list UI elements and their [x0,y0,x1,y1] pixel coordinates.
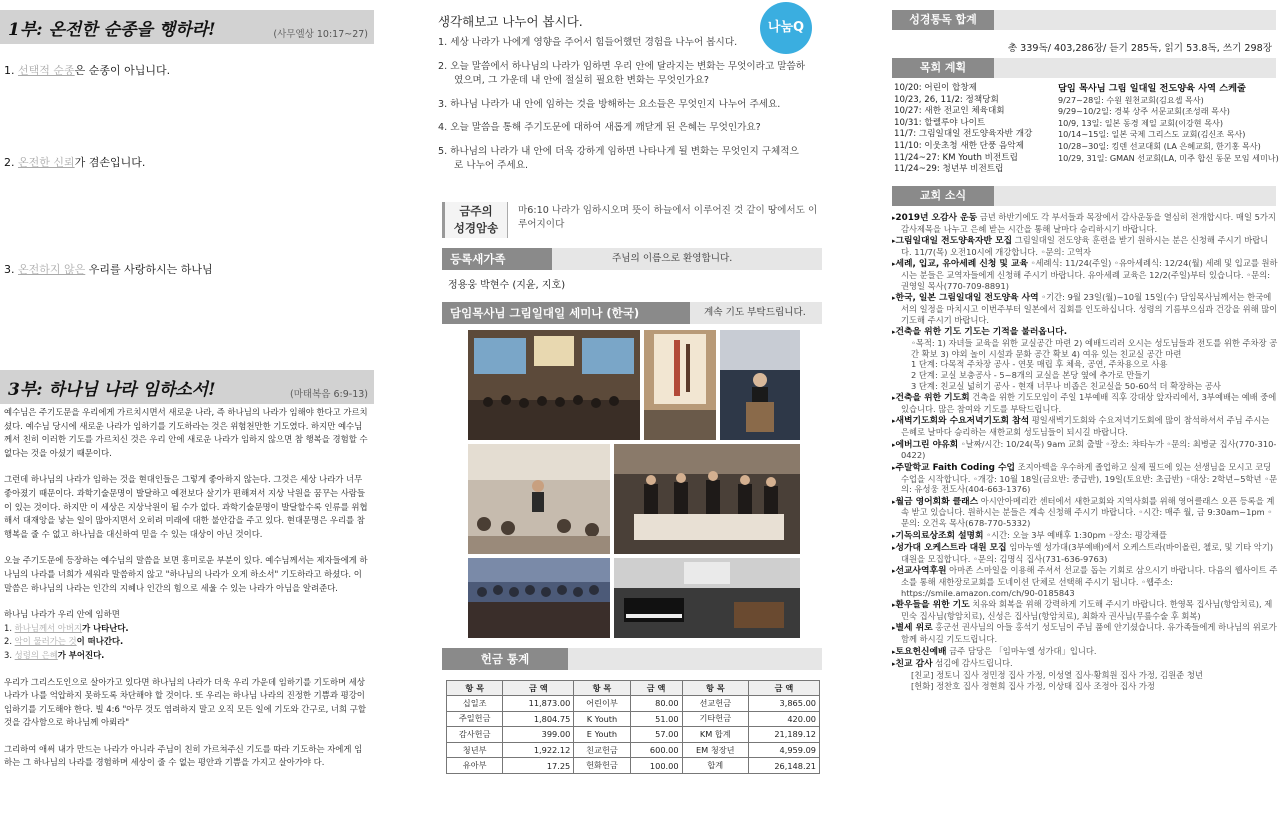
paragraph: 그리하여 애써 내가 만드는 나라가 아니라 주님이 친히 가르쳐주신 기도를 따라 기도하는 자에게 임하는 그 하나님의 나라를 경험하며 세상이 줄 수 없는 평안과 기쁨을 가지고 살아가야 다. [4,743,363,768]
section-title: 교회 소식 [892,186,994,206]
nanum-q-badge: 나눔Q [760,2,812,54]
news-item: ▸별세 위로 홍군선 권사님의 아들 홍석기 성도님이 주님 품에 안기셨습니다. 유가족들에게 하나님의 위로가 함께 하시길 기도드립니다. [892,622,1277,645]
news-item: ▸월금 영어회화 클래스 아시안아메리칸 센터에서 새한교회와 지역사회를 위해 영어클래스 오픈 등록을 계속 받고 있습니다. 원하시는 분들은 계속 신청해 주시기 바랍니다. ◦시간: 매주 월, 금 9:30am~1pm ◦문의: 오건옥 목사(678-770-5332) [892,495,1275,529]
list-item: 10/28~30일: 킹덴 선교대회 (LA 은혜교회, 한기홍 목사) [1058,140,1261,151]
fill-in-blank: 하나님께서 아버지 [14,622,83,633]
news-item: ▸세례, 입교, 유아세례 신청 및 교육 ◦세례식: 11/24(주일) ◦유아세례식: 12/24(월) 세례 및 입교를 원하시는 분들은 교역자들에게 신청해 주시기 바랍니다. 유아세례 교육은 12/2(주일)부터 있습니다. ◦문의: 권영일 목사(770-709-8891) [892,258,1278,291]
paragraph: 오늘 주기도문에 등장하는 예수님의 말씀을 보면 흥미로운 부분이 있다. 예수님께서는 제자들에게 하나님의 나라를 너희가 세워라 말씀하지 않고 "하나님의 나라가 오게 하소서" 기도하라고 하셨다. 이 말씀은 하나님의 나라는 인간의 지혜나 인간의 힘으로 세울 수 있는 나라가 아님을 알려준다. [4,555,368,593]
sermon-notes-column [0,0,376,820]
question-item: 2. 오늘 말씀에서 하나님의 나라가 임하면 우리 안에 달라지는 변화는 무엇이라고 말씀하였으며, 그 가운데 내 안에 절실히 필요한 변화는 무엇인가요? [438,60,806,86]
news-item: ▸새벽기도회와 수요저녁기도회 참석 평일새벽기도회와 수요저녁기도회에 많이 참석하셔서 주님 주시는 은혜로 날마다 승리하는 새한교회 성도님들이 되시길 바랍니다. [892,415,1270,438]
list-item: 10/31: 할렐루야 나이트 [894,117,986,128]
news-item: ▸한국, 일본 그림일대일 전도양육 사역 ◦기간: 9월 23일(월)~10월 15일(수) 담임목사님께서는 한국에서의 일정을 마치시고 이번주부터 일본에서 집회를 인도하십니다. 성령의 기름부으심과 건강을 위해 많이 기도해 주시기 바랍니다. [892,292,1278,325]
fill-in-blank: 온전한 신뢰 [18,156,75,169]
fill-in-blank: 악이 물러가는 것 [14,636,77,647]
table-row: 주일헌금 1,804.75 K Youth 51.00 기타헌금 420.00 [447,711,820,727]
part1-point-2: 2. 온전한 신뢰가 겸손입니다. [4,156,146,169]
photo-podium-speaker [720,330,800,440]
list-item: 3. 성령의 은혜가 부어진다. [4,649,105,660]
offering-header: 헌금 통계 [442,648,568,670]
paragraph: 그런데 하나님의 나라가 임하는 것을 현대인들은 그렇게 좋아하지 않는다. 그것은 세상 나라가 너무 좋아졌기 때문이다. 과학기술문명이 발달하고 예전보다 살기가 편해져서 지상 낙원을 꿈꾸는 사람들이 있는 것이다. 하지만 이 세상은 지상낙원이 될 수가 없다. 과학기술문명이 발달할수록 인류를 위협해서 대재앙을 낳는 일이 많아지면서 오히려 미래에 대한 불안감을 주고 있다. 현대문명은 우리를 참 행복을 줄 수 없고 하나님을 대신하여 믿을 수 있는 대상이 아닌 것이다. [4,474,368,539]
table-row: 유아부 17.25 헌화헌금 100.00 합계 26,148.21 [447,758,820,774]
photo-lecture-room [468,444,610,554]
paragraph: 예수님은 주기도문을 우리에게 가르치시면서 새로운 나라, 즉 하나님의 나라가 임해야 한다고 가르치셨다. 예수님 당시에 새로운 나라가 임하기를 기도하라는 것은 위험천만한 기도였다. 하지만 예수님께서 친히 이러한 기도를 가르치신 것은 우리 안에 새로운 나라가 임하지 않으면 참 행복을 경험할 수 없다는 것을 아셨기 때문이다. [4,407,368,458]
question-item: 1. 세상 나라가 나에게 영향을 주어서 힘들어했던 경험을 나누어 봅시다. [438,37,738,48]
memory-verse-label: 금주의 성경암송 [442,202,508,238]
photo-sanctuary-piano [614,558,800,638]
list-item: 10/14~15일: 일본 국제 그리스도 교회(김신조 목사) [1058,129,1246,140]
pastor-schedule [1058,83,1280,164]
announcements-column [888,0,1280,820]
list-item: 9/27~28일: 수원 원천교회(김요셉 목사) [1058,94,1204,105]
list-item: 1. 하나님께서 아버지가 나타난다. [4,622,129,633]
reading-total-text: 총 339독/ 403,286장/ 듣기 285독, 읽기 53.8독, 쓰기 298장 [1007,43,1272,54]
section-title: 성경통독 합계 [892,10,994,30]
question-item: 4. 오늘 말씀을 통해 주기도문에 대하여 새롭게 깨닫게 된 은혜는 무엇인가요? [438,122,761,133]
news-item: ▸성가대 오케스트라 대원 모집 임마누엘 성가대(3부예배)에서 오케스트라(바이올린, 첼로, 및 기타 악기)대원을 모집합니다. ◦문의: 김명식 집사(731-636-9763) [892,542,1274,564]
part3-scripture-ref: (마태복음 6:9-13) [290,389,368,400]
list-item: 11/24~27: KM Youth 비전트립 [894,152,1018,163]
fill-in-blank: 성령의 은혜 [14,649,58,660]
discussion-column [438,0,826,820]
fill-in-blank: 선택적 순종 [18,64,75,77]
memory-verse-box [442,202,822,238]
news-item: ▸건축을 위한 기도 기도는 기적을 불러옵니다. ◦목적: 1) 자녀들 교육을 위한 교실공간 마련 2) 예배드리러 오시는 성도님들과 전도를 위한 주차장 공간 확보 3) 야외 놀이 시설과 문화 공간 확보 4) 여유 있는 친교실 공간 마련 1 단계: 다목적 주차장 공사 - 연못 매립 후 체육, 공연, 주차용으로 사용 2 단계: 교실 보충공사 - 5~8개의 교실을 본당 옆에 추가로 만들기 3 단계: 친교실 넓히기 공사 - 현재 너무나 비좁은 친교실을 50-60석 더 확장하는 공사 [892,327,1278,391]
ministry-plan-list [894,83,1050,176]
seminar-bar [442,302,822,324]
photo-seminar-hall [468,330,640,440]
list-item: 10/9, 13일: 일본 동경 제일 교회(이강현 목사) [1058,117,1223,128]
part1-scripture-ref: (사무엘상 10:17~27) [273,29,368,40]
photo-choir-stage [468,558,610,638]
table-header-row: 항 목 금 액 항 목 금 액 항 목 금 액 [447,681,820,696]
discussion-questions [438,36,808,183]
list-item: 10/27: 새한 전교인 체육대회 [894,106,1005,117]
news-item: ▸건축을 위한 기도회 건축을 위한 기도모임이 주일 1부예배 직후 강대상 앞자리에서, 3부예배는 예배 중에 있습니다. 많은 참여와 기도를 부탁드립니다. [892,392,1277,414]
question-item: 5. 하나님의 나라가 내 안에 더욱 강하게 임하면 나타나게 될 변화는 무엇인지 구체적으로 나누어 주세요. [438,145,799,171]
list-item: 10/23, 26, 11/2: 정책당회 [894,94,999,105]
offering-table [446,680,820,774]
list-item: 11/10: 이웃초청 새한 단풍 음악제 [894,140,1024,151]
news-item: ▸토요헌신예배 금주 담당은 「임마누엘 성가대」입니다. [892,645,1097,657]
list-item: 9/29~10/2일: 경북 상주 서문교회(조성래 목사) [1058,106,1230,117]
photo-seminar-banner [644,330,716,440]
new-family-names: 정용웅 박현수 (지윤, 지호) [448,280,566,291]
part1-title: 1부: 온전한 순종을 행하라! [8,20,216,40]
news-item: ▸2019년 오감사 운동 금년 하반기에도 각 부서들과 목장에서 감사운동을 열심히 전개합시다. 매일 5가지 감사제목을 나누고 은혜 받는 시간을 통해 날마다 승리하시기 바랍니다. [892,212,1276,234]
seminar-header: 담임목사님 그림일대일 세미나 (한국) [442,302,690,324]
memory-verse-text: 마6:10 나라가 임하시오며 뜻이 하늘에서 이루어진 것 같이 땅에서도 이루어지이다 [518,205,818,230]
news-item: ▸그림일대일 전도양육자반 모집 그림일대일 전도양육 훈련을 받기 원하시는 분은 신청해 주시기 바랍니다. 11/7(목) 오전10시에 개강합니다. ◦문의: 고역자 [892,235,1269,257]
news-item: ▸기독의료상조회 설명회 ◦시간: 오늘 3부 예배후 1:30pm ◦장소: 평강채플 [892,529,1167,541]
news-item: ▸에버그린 야유회 ◦날짜/시간: 10/24(목) 9am 교회 출발 ◦장소: 챠타누가 ◦문의: 최병균 집사(770-310-0422) [892,438,1277,461]
list-item: 11/7: 그림일대일 전도양육자반 개강 [894,129,1033,140]
list-item: 10/20: 어린이 합창제 [894,83,977,93]
table-row: 감사헌금 399.00 E Youth 57.00 KM 합계 21,189.12 [447,727,820,743]
new-family-header: 등록새가족 [442,248,552,270]
part1-point-3: 3. 온전하지 않은 우리를 사랑하시는 하나님 [4,263,213,276]
paragraph: 우리가 그리스도인으로 살아가고 있다면 하나님의 나라가 더욱 우리 가운데 임하기를 기도하며 세상 나라가 나를 억압하지 못하도록 차단해야 할 것이다. 또 우리는 하나님 나라의 진정한 기쁨과 평강이 임하기를 기도해야 한다. 빌 4:6 "아무 것도 염려하지 말고 오직 모든 일에 기도와 간구로, 너희 구할 것을 감사함으로 하나님께 아뢰라" [4,676,366,728]
pastor-schedule-title: 담임 목사님 그림 일대일 전도양육 사역 스케줄 [1058,83,1246,94]
list-item: 11/24~29: 청년부 비전트립 [894,164,1004,175]
part3-header [0,370,374,404]
section-title: 목회 계획 [892,58,994,78]
photo-dinner-table [614,444,800,554]
question-item: 3. 하나님 나라가 내 안에 임하는 것을 방해하는 요소들은 무엇인지 나누어 주세요. [438,98,781,110]
part3-title: 3부: 하나님 나라 임하소서! [8,380,216,400]
list-item: 2. 악이 물러가는 것이 떠나간다. [4,636,124,647]
seminar-photo-collage [468,330,800,638]
part3-body [4,406,370,783]
news-item: ▸친교 감사 섬김에 감사드립니다. [친교] 정토니 집사 정민정 집사 가정, 이성열 집사·황희원 집사 가정, 김원준 청년 [헌화] 정찬호 집사 정현희 집사 가정, 이상태 집사 조정아 집사 가정 [892,658,1203,691]
new-family-bar [442,248,822,270]
table-row: 십일조 11,873.00 어린이부 80.00 선교헌금 3,865.00 [447,696,820,712]
list-intro: 하나님 나라가 우리 안에 임하면 [4,609,120,620]
news-item: ▸주말학교 Faith Coding 수업 조지아텍을 우수하게 졸업하고 실제 필드에 있는 선생님을 모시고 코딩 수업을 시작합니다. ◦개강: 10월 18일(금요반: 중급반), 19일(토요반: 초급반) ◦대상: 2학년~5학년 ◦문의: 유성웅 전도사(404-663-1376) [892,461,1278,495]
news-item: ▸환우들을 위한 기도 치유와 회복을 위해 강력하게 기도해 주시기 바랍니다. 한영목 집사님(항암치료), 제민숙 집사님(항암치료), 신성은 집사님(항암치료), 최화자 권사님(무릎수술 후 회복) [892,599,1273,621]
part1-point-1: 1. 선택적 순종은 순종이 아닙니다. [4,64,171,77]
news-item: ▸선교사역후원 아마존 스마일을 이용해 주셔서 선교를 돕는 기회로 삼으시기 바랍니다. 다음의 웹사이트 주소를 통해 새한장로교회를 도네이션 단체로 선택해 주시기 됩니다. ◦웹주소: https://smile.amazon.com/ch/90-0185843 [892,565,1278,598]
seminar-prayer-request: 계속 기도 부탁드립니다. [704,307,806,318]
discussion-title: 생각해보고 나누어 봅시다. [438,14,583,29]
list-item: 10/29, 31일: GMAN 선교회(LA, 미주 합신 동문 모임 세미나) [1058,152,1279,163]
offering-bar [442,648,822,670]
fill-in-blank: 온전하지 않은 [18,263,86,276]
part1-header [0,10,374,44]
church-news-list [892,212,1278,692]
table-row: 청년부 1,922.12 친교헌금 600.00 EM 청장년 4,959.09 [447,742,820,758]
new-family-welcome: 주님의 이름으로 환영합니다. [612,253,733,264]
